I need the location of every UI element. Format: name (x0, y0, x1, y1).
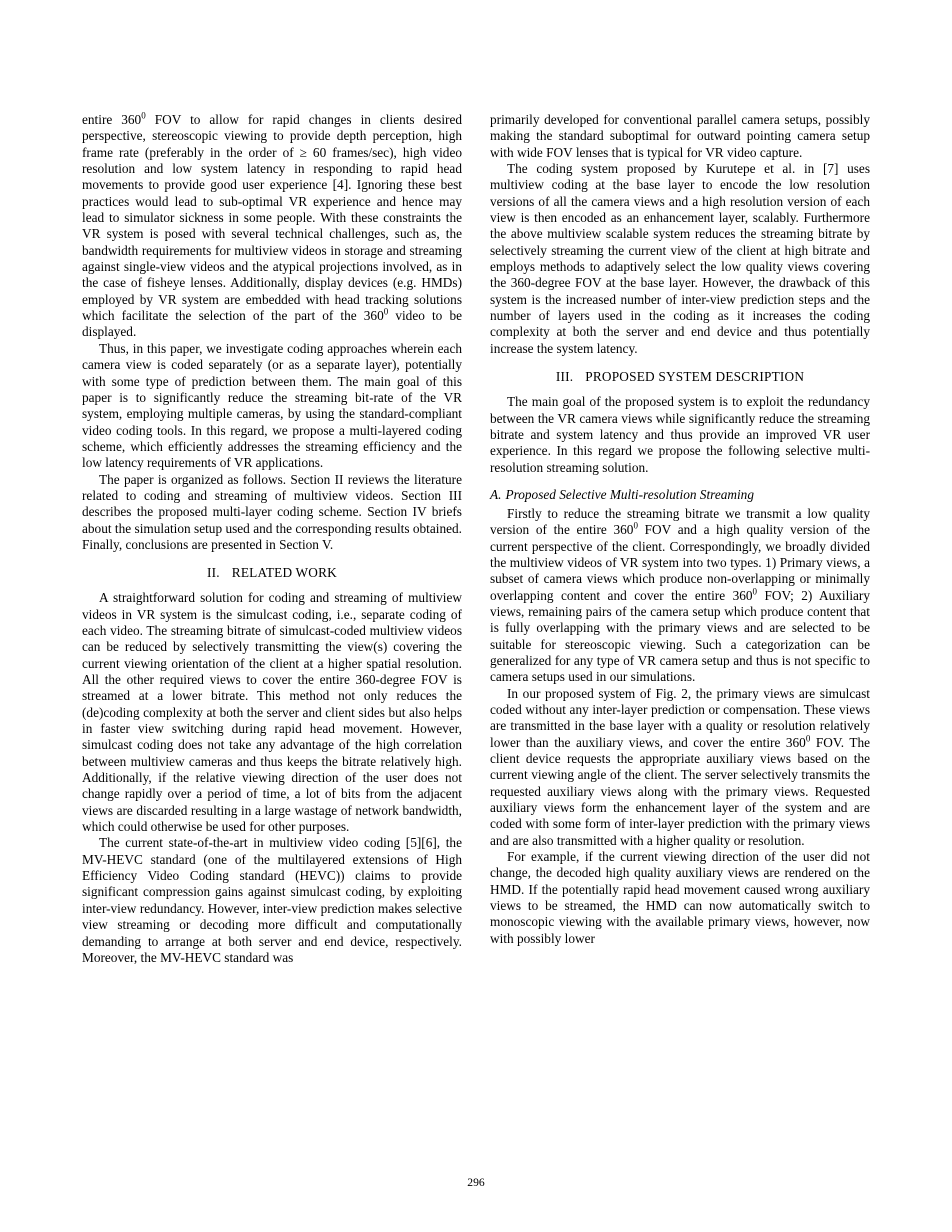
paragraph: The paper is organized as follows. Section II reviews the literature related to coding and streaming of multiview videos. Section III describes the proposed multi-layer coding scheme. Section IV briefs about the simulation setup used and the corresponding results obtained. Finally, conclusions are presented in Section V. (82, 471, 462, 552)
paragraph: For example, if the current viewing direction of the user did not change, the decoded high quality auxiliary views are rendered on the HMD. If the potentially rapid head movement caused wrong auxiliary views to be streamed, the HMD can now automatically switch to monoscopic viewing with the available primary views, however, now with possibly lower (490, 849, 870, 946)
right-column (490, 112, 870, 1112)
page-number: 296 (467, 1176, 485, 1189)
paragraph-text-part: FOV; 2) Auxiliary views, remaining pairs of the camera setup which produce content that is fully overlapping with the primary views and are selected to be suitable for stereoscopic viewing. Such a categorization can be generalized for any type of VR camera setup and thus is not specific to camera setups used in our simulations. (490, 587, 870, 685)
subsection-number: A. (490, 486, 502, 502)
paragraph: The coding system proposed by Kurutepe et al. in [7] uses multiview coding at the base layer to encode the low resolution versions of all the camera views and a high resolution version of each view is then encoded as an enhancement layer, scalably. Furthermore the above multiview scalable system reduces the streaming bitrate by selectively streaming the current view of the client at high bitrate and employs methods to adaptively select the low quality views covering the 360-degree FOV at the base layer. However, the drawback of this system is the increased number of inter-view prediction steps and the number of layers used in the coding as it increases the coding complexity at both the server and end device and thus potentially increase the system latency. (490, 161, 870, 356)
section-number: II. (207, 565, 220, 581)
superscript-degree: 0 (752, 586, 758, 597)
paragraph (490, 506, 870, 686)
left-column (82, 112, 462, 1112)
paragraph: primarily developed for conventional parallel camera setups, possibly making the standard suboptimal for outward pointing camera setup with wide FOV lenses that is typical for VR video capture. (490, 112, 870, 160)
superscript-degree: 0 (805, 733, 811, 744)
paragraph-text-part: FOV and a high quality version of the current perspective of the client. Correspondingly, we broadly divided the multiview videos of VR system into two types. 1) Primary views, a subset of camera views which produce non-overlapping or minimally overlapping content and cover the entire 360 (490, 522, 870, 603)
paragraph (82, 112, 462, 341)
subsection-heading-selective-multiresolution-streaming (490, 487, 870, 503)
paragraph (490, 686, 870, 849)
section-heading-related-work (82, 565, 462, 581)
paragraph: Thus, in this paper, we investigate coding approaches wherein each camera view is coded separately (or as a separate layer), potentially with some type of prediction between them. The main goal of this paper is to significantly reduce the streaming bit-rate of the VR system, employing multiple cameras, by using the standard-compliant video coding tools. In this regard, we propose a multi-layered coding scheme, which efficiently addresses the streaming efficiency and the low latency requirements of VR applications. (82, 340, 462, 471)
section-title: PROPOSED SYSTEM DESCRIPTION (585, 369, 805, 385)
superscript-degree: 0 (141, 110, 146, 121)
paragraph-text-part: FOV. The client device requests the appropriate auxiliary views based on the current viewing angle of the client. The server selectively transmits the requested auxiliary views along with the primary views. Requested auxiliary views form the enhancement layer of the system and are coded with some form of inter-layer prediction with the primary views and are also transmitted with a higher quality or resolution. (490, 734, 870, 848)
superscript-degree: 0 (633, 520, 638, 531)
subsection-title: Proposed Selective Multi-resolution Streaming (505, 486, 754, 502)
paragraph-text-part: video to be displayed. (82, 308, 462, 340)
paragraph-text-part: Firstly to reduce the streaming bitrate we transmit a low quality version of the entire 360 (490, 505, 870, 538)
paragraph-text-part: entire 360 (82, 112, 142, 127)
paragraph-text-part: FOV to allow for rapid changes in clients desired perspective, stereoscopic viewing to provide depth perception, high frame rate (preferably in the order of ≥ 60 frames/sec), high video resolution and low system latency in responding to rapid head movements to provide good user experience [4]. Ignoring these best practices would lead to sub-optimal VR experience and hence may lead to simulator sickness in some people. With these constraints the VR system is posed with several technical challenges, such as, the bandwidth requirements for multiview videos in storage and streaming against single-view videos and the atypical projections involved, as in the case of fisheye lenses. Additionally, display devices (e.g. HMDs) employed by VR system are embedded with head tracking solutions which facilitate the selection of the part of the 360 (82, 112, 462, 324)
section-title: RELATED WORK (231, 565, 337, 581)
paragraph-text-part: In our proposed system of Fig. 2, the primary views are simulcast coded without any inter-layer prediction or compensation. These views are transmitted in the base layer with a quality or resolution relatively lower than the auxiliary views, and cover the entire 360 (490, 685, 870, 750)
two-column-body (82, 112, 870, 1112)
paragraph: The main goal of the proposed system is to exploit the redundancy between the VR camera views while significantly reduce the streaming bitrate and system latency and thus provide an improved VR user experience. In this regard we propose the following selective multi-resolution streaming solution. (490, 394, 870, 475)
section-heading-proposed-system (490, 369, 870, 385)
paragraph: The current state-of-the-art in multiview video coding [5][6], the MV-HEVC standard (one of the multilayered extensions of High Efficiency Video Coding standard (HEVC)) claims to provide significant compression gains against simulcast coding, by exploiting inter-view redundancy. However, inter-view prediction makes selective view streaming or decoding more difficult and computationally demanding to arrange at both server and end device, respectively. Moreover, the MV-HEVC standard was (82, 835, 462, 965)
paragraph: A straightforward solution for coding and streaming of multiview videos in VR system is the simulcast coding, i.e., separate coding of each video. The streaming bitrate of simulcast-coded multiview videos can be reduced by selectively transmitting the view(s) covering the current viewing orientation of the client at a higher spatial resolution. All the other required views to cover the entire 360-degree FOV is streamed at a lower bitrate. This method not only reduces the (de)coding complexity at both the server and client sides but also helps in faster view switching during rapid head movement. However, simulcast coding does not take any advantage of the high correlation between multiview cameras and thus keeps the bitrate relatively high. Additionally, if the relative viewing direction of the user does not change rapidly over a period of time, a lot of bits from the adjacent views are discarded resulting in a large wastage of network bandwidth, which could otherwise be used for other purposes. (82, 590, 462, 835)
section-number: III. (555, 369, 574, 385)
superscript-degree: 0 (383, 306, 389, 317)
